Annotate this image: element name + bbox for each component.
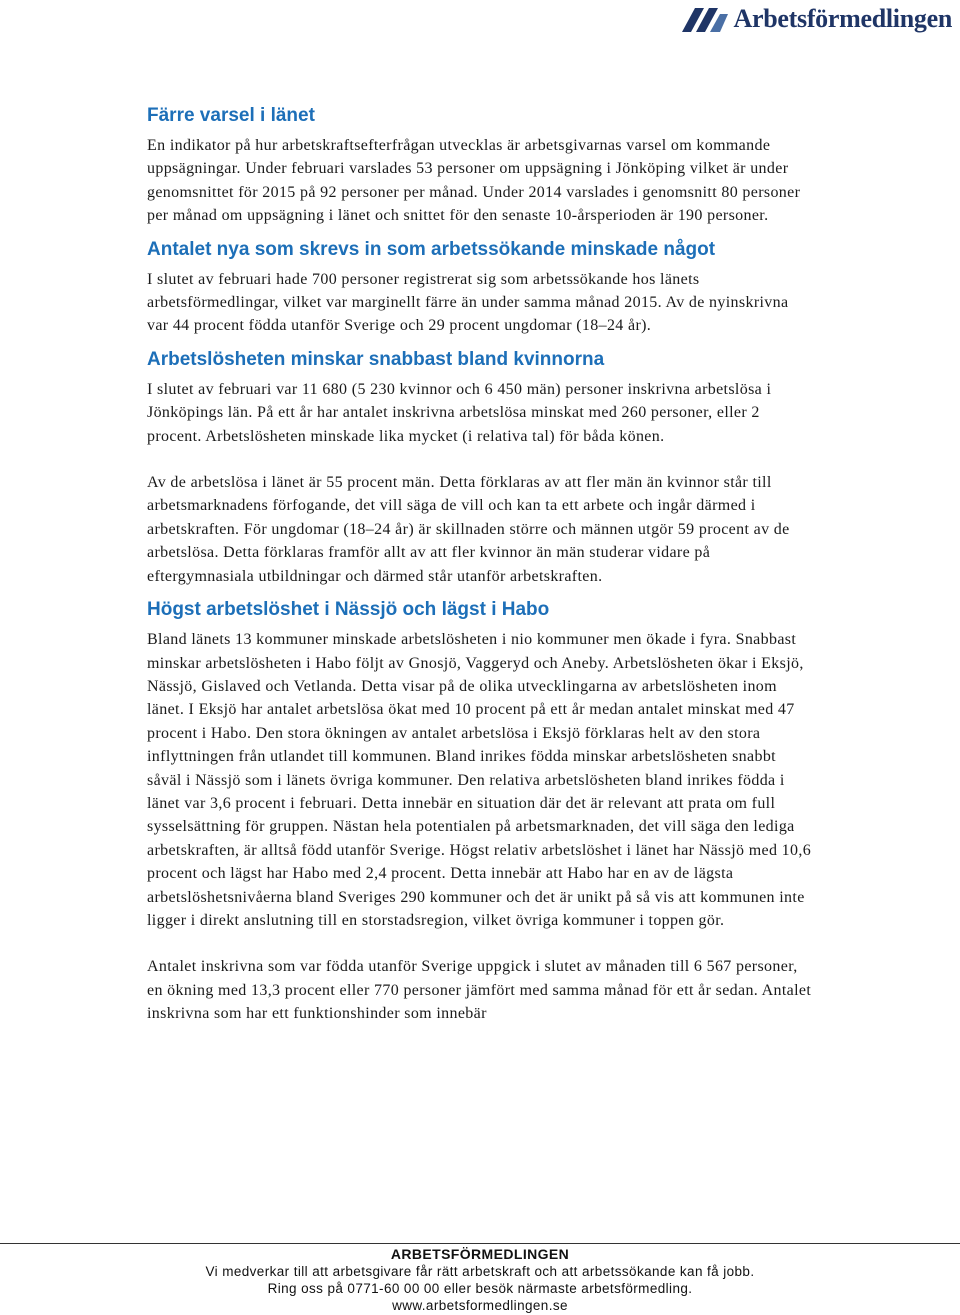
header-logo	[682, 4, 952, 34]
section-heading: Antalet nya som skrevs in som arbetssökande minskade något	[147, 238, 716, 260]
document-body	[147, 104, 812, 1026]
section-heading: Högst arbetslöshet i Nässjö och lägst i Habo	[147, 599, 550, 621]
section-arbetsloshet-kon	[147, 348, 812, 588]
footer-text-block	[0, 1246, 960, 1314]
section-paragraph: En indikator på hur arbetskraftsefterfrågan utvecklas är arbetsgivarnas varsel om kommande uppsägningar. Under februari varslades 53 personer om uppsägning i Jönköping vilket är under genomsnittet för 2015 på 92 personer per månad. Under 2014 varslades i genomsnitt 80 personer per månad om uppsägning i länet och snittet för den senaste 10-årsperioden är 190 personer.	[147, 137, 801, 225]
arbetsformedlingen-logo-icon	[682, 6, 728, 32]
section-varsel	[147, 104, 812, 228]
section-heading: Arbetslösheten minskar snabbast bland kvinnorna	[147, 348, 605, 370]
section-paragraph: Bland länets 13 kommuner minskade arbetslösheten i nio kommuner men ökade i fyra. Snabbast minskar arbetslösheten i Habo följt av Gnosjö, Vaggeryd och Aneby. Arbetslösheten ökar i Eksjö, Nässjö, Gislaved och Vetlanda. Detta visar på de olika utvecklingarna av arbetslösheten inom länet. I Eksjö har antalet arbetslösa ökat med 10 procent på ett år medan antalet minskat med 47 procent i Habo. Den stora ökningen av antalet arbetslösa i Eksjö förklaras helt av den stora inflyttningen från utlandet till kommunen. Bland inrikes födda minskar arbetslösheten snabbt såväl i Nässjö som i länets övriga kommuner. Den relativa arbetslösheten bland inrikes födda i länet var 3,6 procent i februari. Detta innebär en situation där det är relevant att prata om full sysselsättning för gruppen. Nästan hela potentialen på arbetsmarknaden, det vill säga den lediga arbetskraften, är alltså född utanför Sverige. Högst relativ arbetslöshet i länet har Nässjö med 10,6 procent och lägst har Habo med 2,4 procent. Detta innebär att Habo har en av de lägsta arbetslöshetsnivåerna bland Sveriges 290 kommuner och det är unikt på så vis att kommunen inte ligger i direkt anslutning till en storstadsregion, vilket övriga kommuner i toppen gör.	[147, 631, 812, 929]
footer-divider	[0, 1243, 960, 1244]
section-heading: Färre varsel i länet	[147, 105, 315, 126]
section-paragraph: I slutet av februari var 11 680 (5 230 kvinnor och 6 450 män) personer inskrivna arbetslösa i Jönköpings län. På ett år har antalet inskrivna arbetslösa minskat med 260 personer, eller 2 procent. Arbetslösheten minskade lika mycket (i relativa tal) för båda könen.	[147, 380, 772, 445]
footer-org-name: ARBETSFÖRMEDLINGEN	[390, 1246, 570, 1262]
footer-website-link[interactable]: www.arbetsformedlingen.se	[392, 1298, 568, 1313]
section-paragraph: Antalet inskrivna som var födda utanför Sverige uppgick i slutet av månaden till 6 567 personer, en ökning med 13,3 procent eller 770 personer jämfört med samma månad för ett år sedan. Antalet inskrivna som har ett funktionshinder som innebär	[147, 958, 812, 1023]
footer-contact: Ring oss på 0771-60 00 00 eller besök närmaste arbetsförmedling.	[267, 1281, 693, 1296]
section-paragraph: I slutet av februari hade 700 personer registrerat sig som arbetssökande hos länets arbetsförmedlingar, vilket var marginellt färre än under samma månad 2015. Av de nyinskrivna var 44 procent födda utanför Sverige och 29 procent ungdomar (18–24 år).	[147, 270, 789, 335]
footer-tagline: Vi medverkar till att arbetsgivare får rätt arbetskraft och att arbetssökande kan få jobb.	[205, 1264, 755, 1279]
section-paragraph: Av de arbetslösa i länet är 55 procent män. Detta förklaras av att fler män än kvinnor står till arbetsmarknadens förfogande, det vill säga de vill och kan ta ett arbete och ingår därmed i arbetskraften. För ungdomar (18–24 år) är skillnaden större och männen utgör 59 procent av de arbetslösa. Detta förklaras framför allt av att fler kvinnor än män studerar vidare på eftergymnasiala utbildningar och därmed står utanför arbetskraften.	[147, 474, 790, 585]
logo-text: Arbetsförmedlingen	[733, 4, 952, 33]
section-kommuner	[147, 598, 812, 1026]
section-nyinskrivna	[147, 238, 812, 338]
